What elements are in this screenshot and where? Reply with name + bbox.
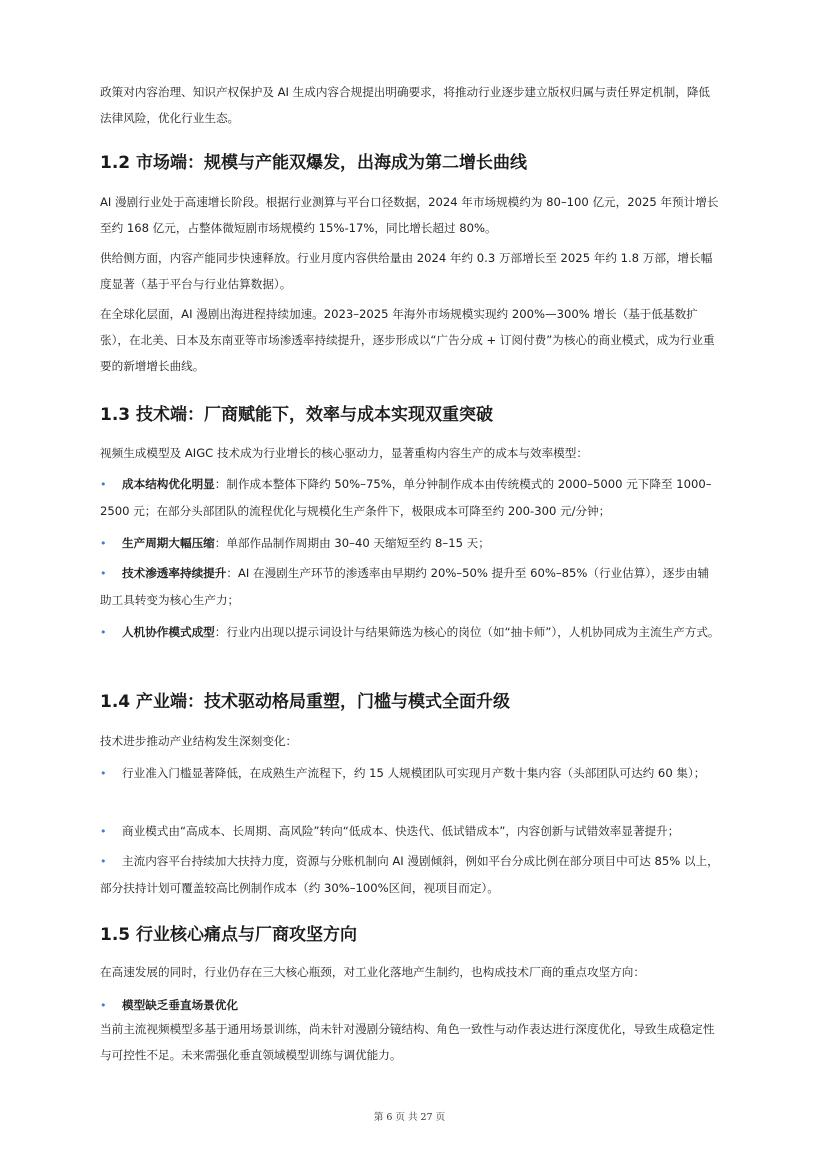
list-item-text: ：制作成本整体下降约 50%–75%，单分钟制作成本由传统模式的 2000–5000 元下降至 1000–2500 元；在部分头部团队的流程优化与规模化生产条件下，极限成本可降至约 200-300 元/分钟；	[100, 477, 712, 518]
list-item	[100, 619, 720, 646]
heading-1-5: 1.5 行业核心痛点与厂商攻坚方向	[100, 925, 358, 945]
heading-1-2: 1.2 市场端：规模与产能双爆发，出海成为第二增长曲线	[100, 153, 528, 173]
list-item-text: ：AI 在漫剧生产环节的渗透率由早期约 20%–50% 提升至 60%–85%（行业估算），逐步由辅助工具转变为核心生产力；	[100, 566, 710, 607]
list-item	[100, 560, 720, 613]
bullet-icon: •	[100, 537, 107, 550]
list-item	[100, 848, 720, 901]
list-item-text: 行业准入门槛显著降低，在成熟生产流程下，约 15 人规模团队可实现月产数十集内容（头部团队可达约 60 集）；	[122, 766, 706, 780]
paragraph-pain-detail: 当前主流视频模型多基于通用场景训练，尚未针对漫剧分镜结构、角色一致性与动作表达进行深度优化，导致生成稳定性与可控性不足。未来需强化垂直领域模型训练与调优能力。	[100, 1022, 715, 1062]
paragraph-market-size: AI 漫剧行业处于高速增长阶段。根据行业测算与平台口径数据，2024 年市场规模约为 80–100 亿元，2025 年预计增长至约 168 亿元，占整体微短剧市场规模约 15%-17%，同比增长超过 80%。	[100, 195, 719, 235]
paragraph-global: 在全球化层面，AI 漫剧出海进程持续加速。2023–2025 年海外市场规模实现约 200%—300% 增长（基于低基数扩张），在北美、日本及东南亚等市场渗透率持续提升，逐步形成以“广告分成 + 订阅付费”为核心的商业模式，成为行业重要的新增增长曲线。	[100, 307, 715, 373]
heading-1-3: 1.3 技术端：厂商赋能下，效率与成本实现双重突破	[100, 405, 494, 425]
heading-1-4: 1.4 产业端：技术驱动格局重塑，门槛与模式全面升级	[100, 692, 511, 712]
page-footer: 第 6 页 共 27 页	[373, 1112, 446, 1123]
list-item	[100, 818, 720, 845]
paragraph-policy: 政策对内容治理、知识产权保护及 AI 生成内容合规提出明确要求，将推动行业逐步建立版权归属与责任界定机制，降低法律风险，优化行业生态。	[100, 85, 711, 125]
paragraph-industry-intro: 技术进步推动产业结构发生深刻变化：	[100, 734, 298, 748]
paragraph-supply: 供给侧方面，内容产能同步快速释放。行业月度内容供给量由 2024 年约 0.3 万部增长至 2025 年约 1.8 万部，增长幅度显著（基于平台与行业估算数据）。	[100, 251, 713, 291]
list-item	[100, 471, 720, 524]
list-item-text: ：行业内出现以提示词设计与结果筛选为核心的岗位（如“抽卡师”），人机协同成为主流生产方式。	[214, 625, 720, 639]
list-item	[100, 760, 720, 787]
list-item	[100, 992, 720, 1019]
paragraph-tech-intro: 视频生成模型及 AIGC 技术成为行业增长的核心驱动力，显著重构内容生产的成本与效率模型：	[100, 446, 588, 460]
list-item-term: 成本结构优化明显	[122, 477, 215, 491]
paragraph-pain-intro: 在高速发展的同时，行业仍存在三大核心瓶颈，对工业化落地产生制约，也构成技术厂商的重点攻坚方向：	[100, 965, 645, 979]
list-item	[100, 530, 720, 557]
list-item-term: 模型缺乏垂直场景优化	[122, 998, 238, 1012]
bullet-icon: •	[100, 999, 107, 1012]
list-item-text: 商业模式由“高成本、长周期、高风险”转向“低成本、快迭代、低试错成本”，内容创新与试错效率显著提升；	[122, 824, 680, 838]
list-item-text: 主流内容平台持续加大扶持力度，资源与分账机制向 AI 漫剧倾斜，例如平台分成比例在部分项目中可达 85% 以上，部分扶持计划可覆盖较高比例制作成本（约 30%–100%区间，视项目而定）。	[100, 854, 719, 895]
list-item-term: 技术渗透率持续提升	[122, 566, 227, 580]
bullet-icon: •	[100, 825, 107, 838]
bullet-icon: •	[100, 626, 107, 639]
bullet-icon: •	[100, 478, 107, 491]
bullet-icon: •	[100, 855, 107, 868]
bullet-icon: •	[100, 567, 107, 580]
list-item-term: 人机协作模式成型	[122, 625, 215, 639]
bullet-icon: •	[100, 767, 107, 780]
list-item-term: 生产周期大幅压缩	[122, 536, 215, 550]
list-item-text: ：单部作品制作周期由 30–40 天缩短至约 8–15 天；	[214, 536, 490, 550]
